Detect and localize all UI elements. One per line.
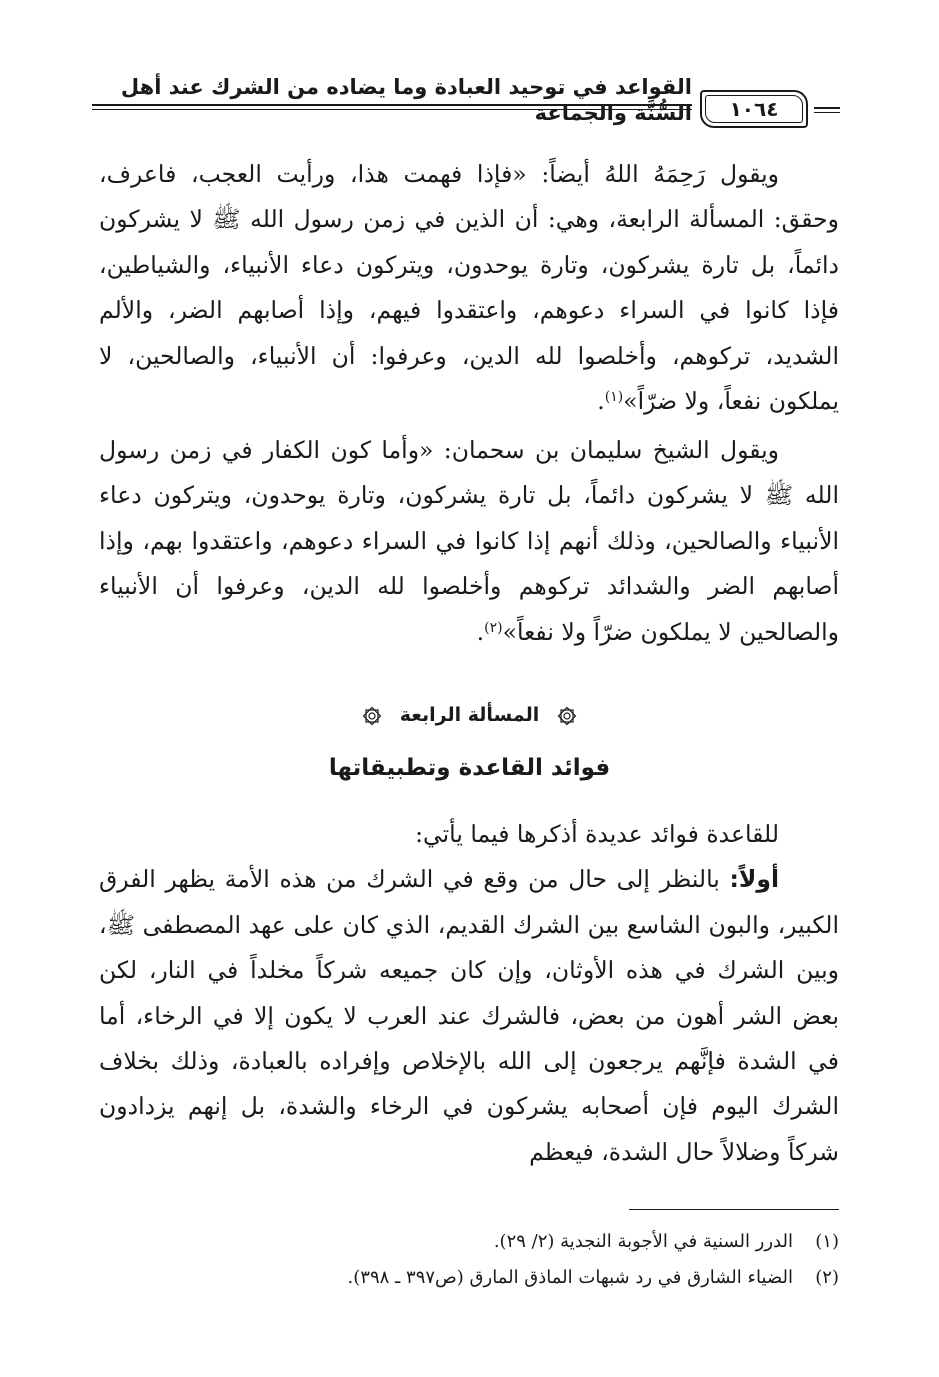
point-lead: أولاً: bbox=[729, 865, 779, 894]
header-rule bbox=[92, 104, 692, 106]
page-header bbox=[92, 74, 840, 130]
point-text: بالنظر إلى حال من وقع في الشرك من هذه الأمة يظهر الفرق الكبير، والبون الشاسع بين الشرك القديم، الذي كان على عهد المصطفى ﷺ، وبين الشرك في هذه الأوثان، وإن كان جميعه شركاً مخلداً في النار، لكن بعض الشر أهون من بعض، فالشرك عند العرب لا يكون إلا في الرخاء، أما في الشدة فإنَّهم يرجعون إلى الله بالإخلاص وإفراده بالعبادة، وذلك بخلاف الشرك اليوم فإن أصحابه يشركون في الرخاء والشدة، بل إنهم يزدادون شركاً وضلالاً حال الشدة، فيعظم bbox=[99, 865, 839, 1166]
section-label-text: المسألة الرابعة bbox=[399, 704, 540, 726]
body-text-middle bbox=[99, 428, 839, 655]
footnote-2 bbox=[99, 1260, 839, 1296]
body-text-bottom bbox=[99, 812, 839, 1175]
footnote-1 bbox=[99, 1224, 839, 1260]
running-title: القواعد في توحيد العبادة وما يضاده من الشرك عند أهل السُّنَّة والجماعة bbox=[120, 75, 692, 125]
paragraph-text: ويقول الشيخ سليمان بن سحمان: «وأما كون الكفار في زمن رسول الله ﷺ لا يشركون دائماً، بل تارة يشركون، وتارة يوحدون، ويتركون دعاء الأنبياء والصالحين، وذلك أنهم إذا كانوا في السراء دعوهم، واعتقدوا بهم، وإذا أصابهم الضر والشدائد تركوهم وأخلصوا لله الدين، وعرفوا أن الأنبياء والصالحين لا يملكون ضرّاً ولا نفعاً» bbox=[99, 436, 839, 646]
footnote-number: (١) bbox=[815, 1231, 839, 1252]
header-side-rule bbox=[814, 107, 840, 109]
footnote-number: (٢) bbox=[815, 1267, 839, 1288]
footnote-ref-1: (١) bbox=[604, 389, 624, 406]
footnote-ref-2: (٢) bbox=[484, 619, 503, 636]
sentence-end: . bbox=[476, 617, 485, 646]
paragraph-text: ويقول رَحِمَهُ اللهُ أيضاً: «فإذا فهمت هذا، ورأيت العجب، فاعرف، وحقق: المسألة الرابعة، وهي: أن الذين في زمن رسول الله ﷺ لا يشركون دائماً، بل تارة يشركون، وتارة يوحدون، ويتركون دعاء الأنبياء، والشياطين، فإذا كانوا في السراء دعوهم، واعتقدوا فيهم، وإذا أصابهم الضر، والألم الشديد، تركوهم، وأخلصوا لله الدين، وعرفوا: أن الأنبياء، والصالحين، لا يملكون نفعاً، ولا ضرّاً» bbox=[99, 160, 839, 416]
footnote-separator bbox=[629, 1209, 839, 1210]
footnote-text: الدرر السنية في الأجوبة النجدية (٢/ ٢٩). bbox=[493, 1231, 793, 1252]
page-number-frame bbox=[700, 90, 808, 128]
footnote-text: الضياء الشارق في رد شبهات الماذق المارق (ص٣٩٧ ـ ٣٩٨). bbox=[347, 1267, 793, 1288]
point-1 bbox=[99, 857, 839, 1175]
page-number: ١٠٦٤ bbox=[729, 97, 779, 121]
section-label bbox=[0, 700, 939, 730]
header-rule-thin bbox=[92, 109, 692, 110]
ornament-icon bbox=[361, 705, 383, 727]
ornament-icon bbox=[556, 705, 578, 727]
section-title: فوائد القاعدة وتطبيقاتها bbox=[328, 755, 611, 781]
body-text-top bbox=[99, 152, 839, 424]
intro-line: للقاعدة فوائد عديدة أذكرها فيما يأتي: bbox=[415, 820, 779, 848]
footnotes bbox=[99, 1224, 839, 1296]
paragraph-quote-2 bbox=[99, 428, 839, 655]
sentence-end: . bbox=[597, 387, 605, 416]
paragraph-quote-1 bbox=[99, 152, 839, 424]
